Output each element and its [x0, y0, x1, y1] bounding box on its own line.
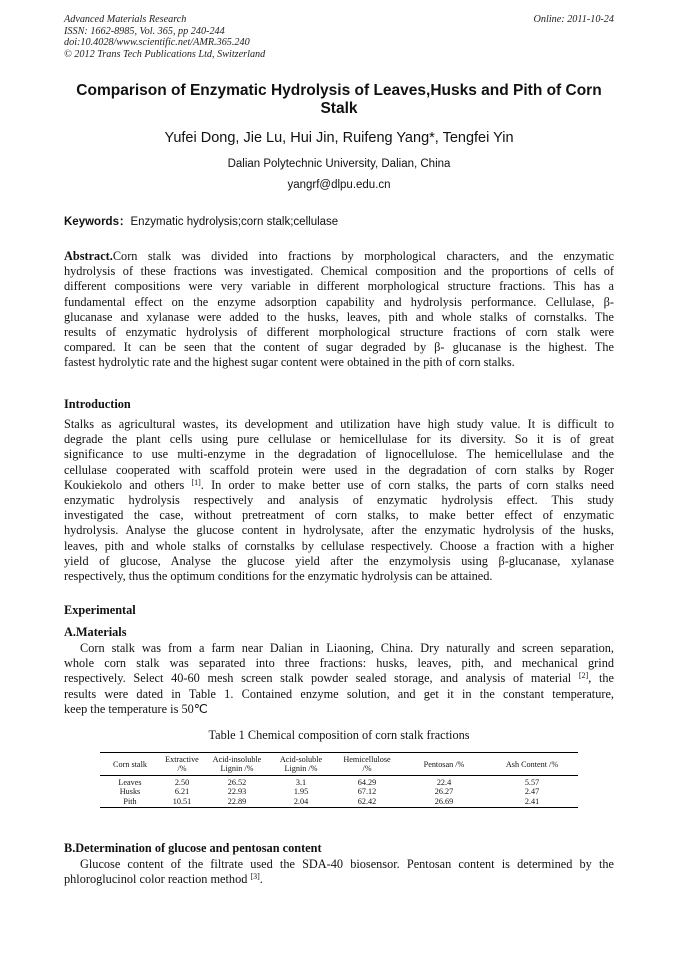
table-row [100, 787, 578, 796]
intro-line: Stalks as agricultural wastes, its development and utilization have high study value. It is difficult to [64, 417, 614, 431]
glucose-line: phloroglucinol color reaction method [3]. [64, 872, 263, 887]
abstract-line: compared. It can be seen that the content of sugar degraded by β- glucanase is the highest. The [64, 340, 614, 355]
intro-line: degrade the plant cells using pure cellulase or hemicellulase for its diversity. So it is of great [64, 432, 614, 447]
abstract [64, 249, 614, 371]
table-cell: 2.47 [524, 787, 540, 797]
table-row [100, 797, 578, 808]
intro-line: Koukiekolo and others [1]. In order to make better use of corn stalks, the parts of corn stalks need [64, 477, 615, 492]
glucose-line: Glucose content of the filtrate used the SDA-40 biosensor. Pentosan content is determined by the [80, 857, 614, 871]
author-email: yangrf@dlpu.edu.cn [287, 179, 391, 191]
header-cell: Acid-soluble Lignin /% [270, 753, 332, 776]
table-cell: Pith [100, 797, 160, 808]
table-caption: Table 1 Chemical composition of corn stalk fractions [208, 728, 470, 742]
table-cell: Leaves [118, 778, 142, 787]
intro-line: significance to use multi-enzyme in the degradation of lignocellulose. The hemicellulase and the [64, 447, 614, 462]
table-cell: 2.41 [486, 797, 578, 808]
materials-subheading: A.Materials [64, 625, 127, 639]
copyright-line: © 2012 Trans Tech Publications Ltd, Switzerland [64, 48, 266, 60]
keywords-text: Enzymatic hydrolysis;corn stalk;cellulase [130, 216, 339, 228]
table-row [100, 776, 578, 788]
authors: Yufei Dong, Jie Lu, Hui Jin, Ruifeng Yang*, Tengfei Yin [164, 130, 514, 146]
materials-line: keep the temperature is 50℃ [64, 701, 208, 716]
citation-3: [3] [250, 872, 260, 882]
materials-line: whole corn stalk was separated into three fractions: husks, leaves, pith, and mechanical grind [64, 656, 614, 671]
table-cell: Husks [119, 787, 141, 797]
materials-line: results were dated in Table 1. Contained enzyme solution, and get it in the constant temperature, [64, 686, 614, 701]
table-cell: 26.52 [227, 778, 247, 787]
title-line-1: Comparison of Enzymatic Hydrolysis of Leaves,Husks and Pith of Corn [76, 82, 602, 99]
table-cell: 67.12 [357, 787, 377, 797]
abstract-line: hydrolysis of these fractions was investigated. Chemical composition and the proportions of cells of [64, 264, 614, 279]
intro-line: leaves, pith and whole stalks of cornstalks by cellulase respectively. Choose a fraction with a higher [64, 538, 614, 553]
abstract-line: fastest hydrolytic rate and the highest sugar content were obtained in the pith of corn stalks. [64, 355, 515, 370]
introduction-heading: Introduction [64, 397, 131, 411]
intro-line: investigated the case, without pretreatment of corn stalks, to make better effect of enzymatic [64, 508, 614, 523]
header-cell: Acid-insoluble Lignin /% [204, 753, 270, 776]
table-cell: 2.04 [270, 797, 332, 808]
journal-metadata [64, 14, 265, 60]
table-cell: 22.93 [227, 787, 247, 797]
abstract-line: results of enzymatic hydrolysis of different morphological structure fractions of corn stalk were [64, 325, 614, 340]
intro-line: cellulase cooperated with scaffold protein were used in the degradation of corn stalks by Roger [64, 462, 614, 477]
header-cell: Ash Content /% [486, 753, 578, 776]
intro-line: yield of glucose, Analyse the glucose yield after the enzymolysis using β-glucanase, xylanase [64, 553, 614, 568]
glucose-subheading: B.Determination of glucose and pentosan content [64, 841, 322, 855]
table-cell: 1.95 [293, 787, 309, 797]
table-cell: 2.50 [174, 778, 190, 787]
citation-1: [1] [191, 477, 201, 487]
table-cell: 64.29 [357, 778, 377, 787]
abstract-label: Abstract. [64, 249, 113, 263]
title-line-2: Stalk [320, 100, 358, 117]
table-cell: 6.21 [174, 787, 190, 797]
experimental-heading: Experimental [64, 603, 136, 617]
table-header-row [100, 753, 578, 776]
doi-line: doi:10.4028/www.scientific.net/AMR.365.240 [64, 37, 250, 49]
abstract-line: glucanase and xylanase were added to the husks, leaves, pith and whole stalks of cornstalks. The [64, 309, 614, 324]
materials-line: Corn stalk was from a farm near Dalian in Liaoning, China. Dry naturally and screen separation, [80, 641, 614, 655]
table-cell: 62.42 [332, 797, 402, 808]
affiliation: Dalian Polytechnic University, Dalian, China [227, 158, 451, 170]
composition-table [100, 752, 578, 808]
keywords-label: Keywords： [64, 216, 131, 228]
intro-line: respectively, thus the optimum conditions for the enzymatic hydrolysis can be attained. [64, 569, 493, 584]
issn-line: ISSN: 1662-8985, Vol. 365, pp 240-244 [64, 25, 225, 37]
materials-text [64, 641, 614, 717]
intro-line: enzymatic hydrolysis respectively and analysis of enzymatic hydrolysis effect. This study [64, 493, 614, 508]
header-cell: Hemicellulose /% [332, 753, 402, 776]
citation-2: [2] [578, 671, 589, 681]
glucose-text [64, 857, 614, 887]
table-cell: 22.89 [204, 797, 270, 808]
introduction-text [64, 417, 614, 584]
table-cell: 26.69 [402, 797, 486, 808]
journal-name: Advanced Materials Research [64, 14, 187, 25]
paper-title [60, 82, 618, 118]
abstract-line: Abstract.Corn stalk was divided into fractions by morphological characters, and the enzymatic [64, 249, 614, 263]
table-cell: 10.51 [160, 797, 204, 808]
materials-line: respectively. Select 40-60 mesh screen stalk powder sealed storage, and analysis of material [2], the [64, 671, 614, 686]
table-cell: 3.1 [295, 778, 307, 787]
table-cell: 5.57 [524, 778, 540, 787]
header-cell: Corn stalk [100, 753, 160, 776]
keywords [64, 213, 338, 229]
intro-line: hydrolysis. Analyse the glucose content in hydrolysate, after the enzymatic hydrolysis of the husks, [64, 523, 614, 538]
table-cell: 26.27 [434, 787, 454, 797]
abstract-line: fundamental effect on the enzyme adsorption capability and hydrolysis performance. Cellulase, β- [64, 294, 614, 309]
header-cell: Extractive /% [160, 753, 204, 776]
table-cell: 22.4 [436, 778, 452, 787]
abstract-line: different compositions were very variable in different morphological structure fractions. This has a [64, 279, 614, 294]
online-date: Online: 2011-10-24 [533, 14, 614, 25]
header-cell: Pentosan /% [402, 753, 486, 776]
